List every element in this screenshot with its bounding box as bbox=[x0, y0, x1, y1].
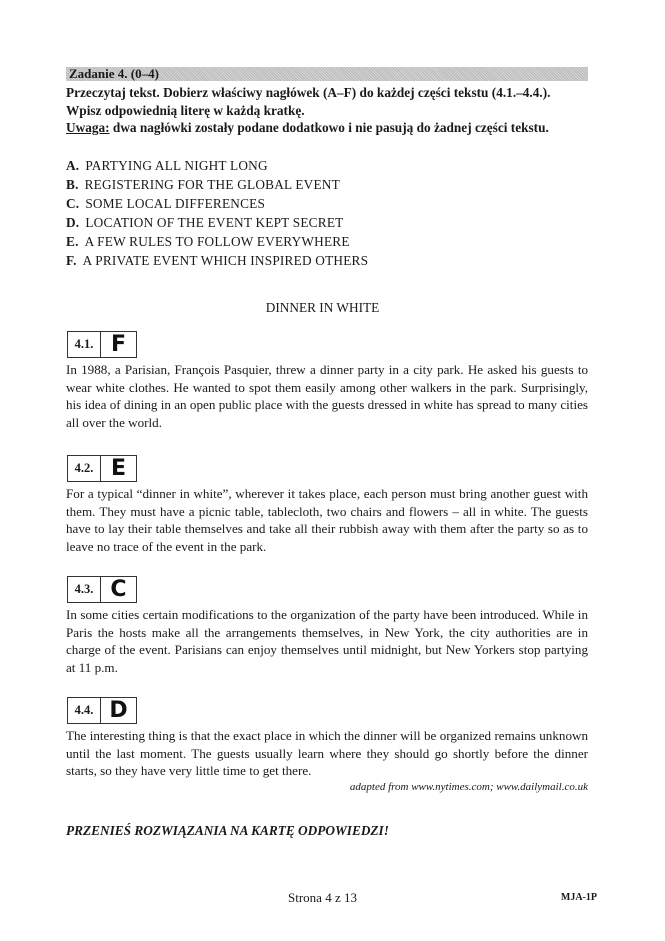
item-number: 4.4. bbox=[68, 698, 101, 723]
option-letter: D. bbox=[66, 215, 80, 230]
answer-box-4-1[interactable] bbox=[67, 331, 137, 358]
option-text: PARTYING ALL NIGHT LONG bbox=[85, 158, 268, 173]
option-a bbox=[66, 156, 268, 175]
option-text: LOCATION OF THE EVENT KEPT SECRET bbox=[85, 215, 344, 230]
handwritten-answer: E bbox=[110, 456, 127, 481]
paragraph-4-1: In 1988, a Parisian, François Pasquier, threw a dinner party in a city park. He asked his guests to wear white clothes. He wanted to spot them easily among other walkers in the park. Surprisingly, his idea of dining in an open public place with the guests dressed in white has spread to many cities all over the world. bbox=[66, 362, 588, 430]
note-text: dwa nagłówki zostały podane dodatkowo i nie pasują do żadnej części tekstu. bbox=[109, 120, 549, 135]
handwritten-answer: C bbox=[110, 577, 127, 602]
option-letter: A. bbox=[66, 158, 80, 173]
note-label: Uwaga: bbox=[66, 120, 110, 135]
option-f bbox=[66, 251, 368, 270]
option-text: A FEW RULES TO FOLLOW EVERYWHERE bbox=[84, 234, 350, 249]
page-number: Strona 4 z 13 bbox=[288, 890, 357, 905]
option-letter: B. bbox=[66, 177, 79, 192]
item-number: 4.2. bbox=[68, 456, 101, 481]
handwritten-answer: D bbox=[109, 698, 128, 723]
text-title: DINNER IN WHITE bbox=[265, 300, 380, 315]
option-c bbox=[66, 194, 265, 213]
task-instruction: Przeczytaj tekst. Dobierz właściwy nagłówek (A–F) do każdej części tekstu (4.1.–4.4.). Wpisz odpowiednią literę w każdą kratkę. bbox=[66, 85, 551, 118]
option-b bbox=[66, 175, 340, 194]
source-citation: adapted from www.nytimes.com; www.dailymail.co.uk bbox=[349, 781, 588, 793]
handwritten-answer: F bbox=[110, 332, 127, 357]
option-letter: E. bbox=[66, 234, 79, 249]
option-text: A PRIVATE EVENT WHICH INSPIRED OTHERS bbox=[82, 253, 369, 268]
answer-box-4-4[interactable] bbox=[67, 697, 137, 724]
option-text: SOME LOCAL DIFFERENCES bbox=[85, 196, 266, 211]
item-number: 4.1. bbox=[68, 332, 101, 357]
option-d bbox=[66, 213, 343, 232]
paragraph-4-3: In some cities certain modifications to the organization of the party have been introduced. While in Paris the hosts make all the arrangements themselves, in New York, the city authorities are in charge of the event. Parisians can enjoy themselves until midnight, but New Yorkers stop partying at 11 p.m. bbox=[66, 607, 588, 675]
transfer-instruction: PRZENIEŚ ROZWIĄZANIA NA KARTĘ ODPOWIEDZI! bbox=[66, 823, 389, 838]
task-header: Zadanie 4. (0–4) bbox=[66, 67, 588, 81]
exam-code: MJA-1P bbox=[560, 892, 597, 903]
paragraph-4-4: The interesting thing is that the exact place in which the dinner will be organized remains unknown until the last moment. The guests usually learn where they should go shortly before the dinner starts, so they have very little time to get there. bbox=[66, 728, 588, 778]
task-note bbox=[66, 119, 588, 137]
answer-box-4-2[interactable] bbox=[67, 455, 137, 482]
option-text: REGISTERING FOR THE GLOBAL EVENT bbox=[84, 177, 340, 192]
item-number: 4.3. bbox=[68, 577, 101, 602]
answer-box-4-3[interactable] bbox=[67, 576, 137, 603]
option-letter: C. bbox=[66, 196, 80, 211]
option-e bbox=[66, 232, 350, 251]
option-letter: F. bbox=[66, 253, 77, 268]
paragraph-4-2: For a typical “dinner in white”, wherever it takes place, each person must bring another guest with them. They must have a picnic table, tablecloth, two chairs and flowers – all in white. The guests have to lay their table themselves and take all their rubbish away with them after the party so as to leave no trace of the event in the park. bbox=[66, 486, 588, 554]
